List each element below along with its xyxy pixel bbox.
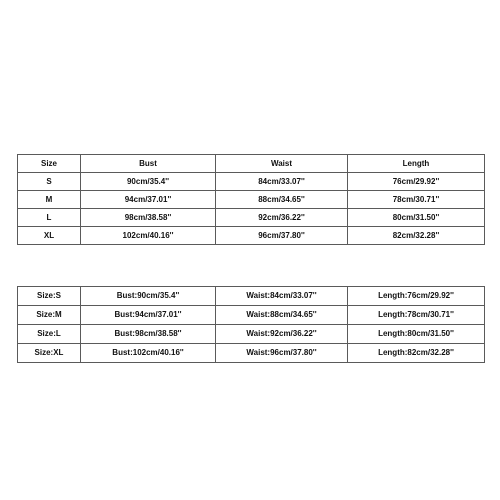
cell-length: Length:76cm/29.92''	[348, 287, 485, 306]
header-waist: Waist	[216, 155, 348, 173]
table-row	[18, 173, 485, 191]
cell-bust: 90cm/35.4''	[81, 173, 216, 191]
cell-length: 78cm/30.71''	[348, 191, 485, 209]
cell-waist: Waist:96cm/37.80''	[216, 344, 348, 363]
cell-length: 80cm/31.50''	[348, 209, 485, 227]
cell-waist: 88cm/34.65''	[216, 191, 348, 209]
cell-waist: 96cm/37.80''	[216, 227, 348, 245]
cell-size: Size:XL	[18, 344, 81, 363]
cell-size: M	[18, 191, 81, 209]
cell-size: Size:M	[18, 306, 81, 325]
cell-length: Length:82cm/32.28''	[348, 344, 485, 363]
table-row	[18, 325, 485, 344]
cell-bust: Bust:102cm/40.16''	[81, 344, 216, 363]
cell-waist: Waist:88cm/34.65''	[216, 306, 348, 325]
header-bust: Bust	[81, 155, 216, 173]
table-row	[18, 287, 485, 306]
cell-size: Size:S	[18, 287, 81, 306]
cell-length: 82cm/32.28''	[348, 227, 485, 245]
table-row	[18, 227, 485, 245]
header-length: Length	[348, 155, 485, 173]
cell-waist: Waist:92cm/36.22''	[216, 325, 348, 344]
cell-size: XL	[18, 227, 81, 245]
cell-length: Length:78cm/30.71''	[348, 306, 485, 325]
cell-bust: Bust:98cm/38.58''	[81, 325, 216, 344]
cell-bust: 102cm/40.16''	[81, 227, 216, 245]
table-header-row	[18, 155, 485, 173]
table-row	[18, 191, 485, 209]
cell-waist: Waist:84cm/33.07''	[216, 287, 348, 306]
cell-waist: 84cm/33.07''	[216, 173, 348, 191]
cell-size: L	[18, 209, 81, 227]
table-row	[18, 344, 485, 363]
size-chart-labeled-table	[17, 286, 485, 363]
cell-bust: Bust:94cm/37.01''	[81, 306, 216, 325]
cell-size: S	[18, 173, 81, 191]
cell-length: Length:80cm/31.50''	[348, 325, 485, 344]
cell-bust: 94cm/37.01''	[81, 191, 216, 209]
header-size: Size	[18, 155, 81, 173]
cell-length: 76cm/29.92''	[348, 173, 485, 191]
cell-bust: 98cm/38.58''	[81, 209, 216, 227]
table-row	[18, 306, 485, 325]
cell-waist: 92cm/36.22''	[216, 209, 348, 227]
cell-bust: Bust:90cm/35.4''	[81, 287, 216, 306]
size-chart-table	[17, 154, 485, 245]
cell-size: Size:L	[18, 325, 81, 344]
table-row	[18, 209, 485, 227]
